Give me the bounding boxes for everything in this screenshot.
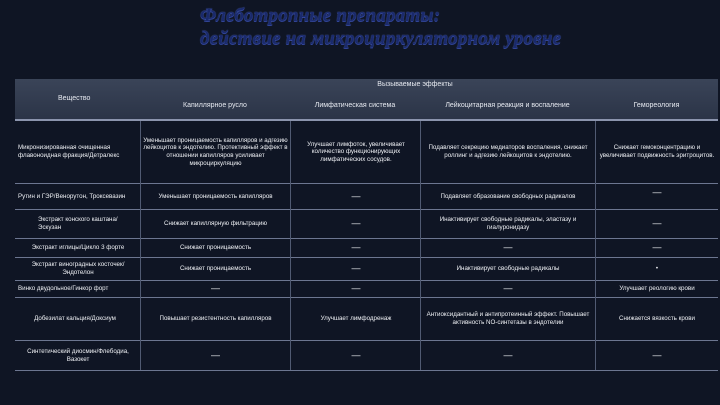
table-cell-substance: Синтетический диосмин/Флебодиа, Вазокет (27, 347, 129, 363)
table-cell-substance: Экстракт конского каштана/Эскузан (38, 216, 118, 231)
table-cell-leuko: Антиоксидантный и антипротеинный эффект. Повышает активность NO-синтетазы в эндотелии (426, 311, 590, 326)
header-substance: Вещество (58, 95, 91, 102)
table-cell-hemo: — (652, 242, 662, 253)
header-lymph: Лимфатическая система (314, 102, 396, 109)
page-title-line-2: действие на микроциркуляторном уровне (200, 28, 562, 49)
table-cell-leuko: Подавляет образование свободных радикалов (440, 192, 576, 200)
table-cell-leuko: Инактивирует свободные радикалы (456, 265, 560, 273)
table-cell-lymph: — (351, 283, 361, 294)
table-cell-hemo: Улучшает реологию крови (619, 285, 695, 293)
table-cell-substance: Экстракт иглицы/Цикло 3 форте (31, 244, 125, 252)
table-cell-substance: Микронизированная очищенная флавоноидная фракция/Детралекс (18, 144, 120, 159)
table-cell-hemo: — (652, 218, 662, 229)
table-cell-lymph: — (351, 263, 361, 274)
table-cell-leuko: — (503, 283, 513, 294)
table-cell-leuko: — (503, 349, 513, 360)
table-cell-substance: Добезилат кальция/Доксиум (34, 315, 116, 323)
table-cell-capillary: Снижает капиллярную фильтрацию (164, 220, 267, 228)
table-cell-capillary: Снижает проницаемость (179, 265, 252, 273)
table-cell-lymph: — (351, 349, 361, 360)
table-cell-leuko: — (503, 242, 513, 253)
table-cell-substance: Рутин и ГЭР/Венорутон, Троксевазин (18, 192, 126, 200)
table-cell-lymph: Улучшает лимфоток, увеличивает количество функционирующих лимфатических сосудов. (307, 140, 405, 163)
table-cell-lymph: — (351, 218, 361, 229)
table-cell-capillary: — (211, 349, 220, 360)
header-hemo: Гемореология (633, 102, 680, 109)
table-cell-leuko: Инактивирует свободные радикалы, эластазу и гиалуронидазу (439, 216, 577, 231)
table-cell-hemo: Снижается вязкость крови (619, 315, 695, 323)
table-cell-capillary: — (211, 283, 220, 294)
table-cell-substance: Экстракт виноградных косточек/Эндотелон (31, 261, 125, 276)
table-cell-capillary: Уменьшает проницаемость капилляров и адгезию лейкоцитов к эндотелию. Протективный эффект в отношении капилляров усиливает микроциркуляцию (143, 136, 288, 167)
table-cell-hemo: Снижает гемоконцентрацию и увеличивает подвижность эритроцитов. (599, 144, 715, 159)
table-cell-capillary: Уменьшает проницаемость капилляров (158, 192, 273, 200)
header-capillary: Капиллярное русло (183, 102, 247, 109)
table-cell-capillary: Повышает резистентность капилляров (159, 315, 272, 323)
page-title-line-1: Флеботропные препараты: (200, 5, 441, 26)
table-cell-hemo: — (652, 187, 662, 198)
header-effects: Вызываемые эффекты (377, 81, 453, 88)
table-cell-lymph: — (351, 190, 361, 201)
table-cell-capillary: Снижает проницаемость (179, 244, 252, 252)
table-cell-leuko: Подавляет секрецию медиаторов воспаления, снижает роллинг и адгезию лейкоцитов к эндотелию. (428, 144, 588, 159)
table-cell-lymph: Улучшает лимфодренаж (320, 315, 392, 323)
table-cell-substance: Винко двудольное/Гинкор форт (18, 285, 109, 293)
table-cell-lymph: — (351, 242, 361, 253)
table-cell-hemo: — (652, 349, 662, 360)
header-leuko: Лейкоцитарная реакция и воспаление (445, 102, 570, 109)
table-cell-hemo: • (655, 265, 659, 273)
